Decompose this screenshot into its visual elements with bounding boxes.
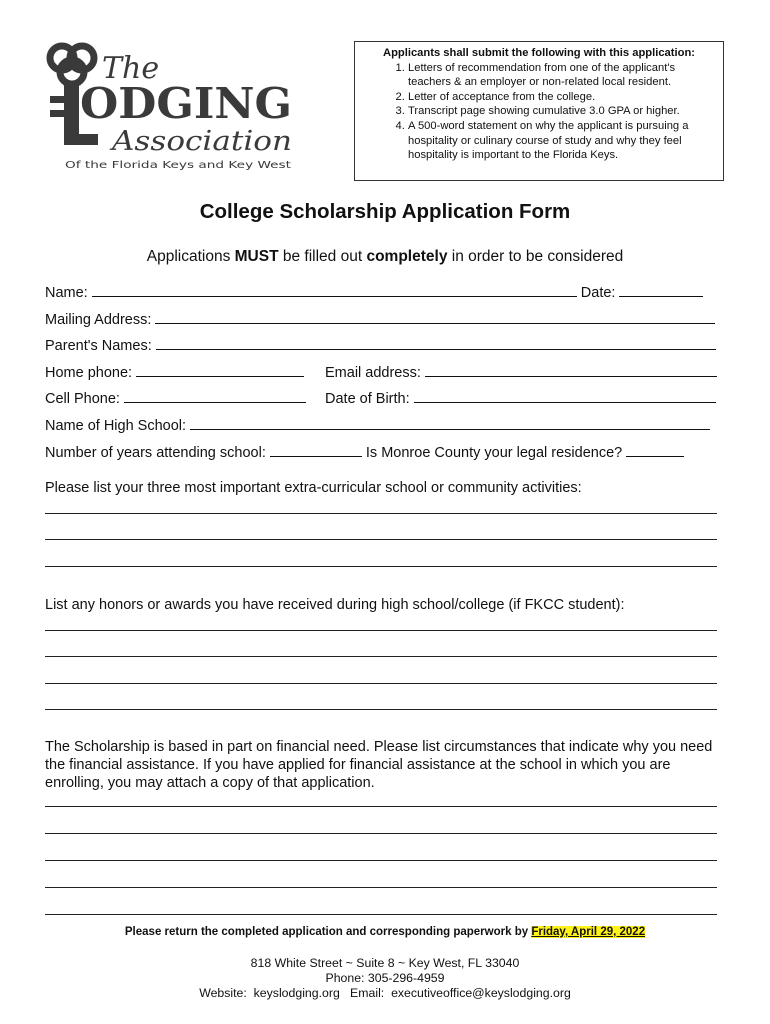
parents-names-row	[45, 337, 716, 354]
years-row	[45, 444, 684, 461]
home-phone-label: Home phone:	[45, 365, 133, 381]
parents-names-label: Parent's Names:	[45, 338, 152, 354]
form-title: College Scholarship Application Form	[199, 200, 571, 223]
monroe-label: Is Monroe County your legal residence?	[365, 445, 623, 461]
mailing-address-row	[45, 311, 715, 328]
financial-line[interactable]	[45, 833, 717, 834]
activities-line[interactable]	[45, 539, 717, 540]
logo-the-text: The	[102, 51, 160, 86]
requirement-item: 3. Transcript page showing cumulative 3.0 GPA or higher.	[408, 104, 715, 119]
requirements-list	[363, 61, 715, 163]
financial-line[interactable]	[45, 806, 717, 807]
mailing-address-label: Mailing Address:	[45, 312, 152, 328]
return-instructions: Please return the completed application and corresponding paperwork by Friday, April 29, 2022	[124, 926, 646, 938]
requirement-item: 1. Letters of recommendation from one of the applicant's teachers & an employer or non-related local resident.	[408, 61, 715, 90]
cell-phone-row	[45, 390, 306, 407]
lodging-association-logo	[40, 38, 302, 178]
deadline-highlight: Friday, April 29, 2022	[531, 926, 646, 938]
monroe-field[interactable]	[626, 444, 684, 457]
dob-field[interactable]	[414, 390, 716, 403]
requirements-box	[354, 41, 724, 181]
cell-phone-label: Cell Phone:	[45, 391, 120, 407]
dob-label: Date of Birth:	[325, 391, 410, 407]
logo-odging-text: ODGING	[80, 79, 292, 128]
dob-row	[325, 390, 716, 407]
home-phone-field[interactable]	[136, 364, 304, 377]
key-logo-icon	[40, 38, 302, 178]
honors-line[interactable]	[45, 656, 717, 657]
financial-line[interactable]	[45, 887, 717, 888]
phone-line: Phone: 305-296-4959	[325, 971, 445, 985]
high-school-row	[45, 417, 710, 434]
email-field[interactable]	[425, 364, 717, 377]
financial-prompt: The Scholarship is based in part on financial need. Please list circumstances that indicate why you need the financial assistance. If you have applied for financial assistance at the school in which you are enrolling, you may attach a copy of that application.	[45, 739, 713, 791]
honors-prompt: List any honors or awards you have received during high school/college (if FKCC student):	[45, 597, 625, 613]
email-row	[325, 364, 717, 381]
honors-line[interactable]	[45, 683, 717, 684]
cell-phone-field[interactable]	[124, 390, 306, 403]
honors-line[interactable]	[45, 709, 717, 710]
web-email-line: Website: keyslodging.org Email: executiveoffice@keyslodging.org	[199, 986, 571, 1000]
high-school-label: Name of High School:	[45, 418, 187, 434]
logo-association-text: Association	[108, 126, 292, 157]
activities-line[interactable]	[45, 513, 717, 514]
date-field[interactable]	[619, 284, 703, 297]
name-label: Name:	[45, 285, 88, 301]
activities-prompt: Please list your three most important extra-curricular school or community activities:	[45, 480, 582, 496]
name-field[interactable]	[92, 284, 577, 297]
years-label: Number of years attending school:	[45, 445, 266, 461]
website-link[interactable]: keyslodging.org	[253, 986, 340, 1000]
email-link[interactable]: executiveoffice@keyslodging.org	[391, 986, 571, 1000]
high-school-field[interactable]	[190, 417, 710, 430]
date-label: Date:	[580, 285, 616, 301]
requirement-item: 2. Letter of acceptance from the college.	[408, 90, 715, 105]
name-row	[45, 284, 703, 301]
completion-notice: Applications MUST be filled out completely in order to be considered	[146, 248, 624, 265]
activities-line[interactable]	[45, 566, 717, 567]
requirement-item: 4. A 500-word statement on why the applicant is pursuing a hospitality or culinary course of study and why they feel hospitality is important to the Florida Keys.	[408, 119, 715, 163]
logo-tagline-text: Of the Florida Keys and Key West	[65, 160, 292, 171]
email-label: Email address:	[325, 365, 421, 381]
requirements-heading: Applicants shall submit the following with this application:	[382, 47, 695, 59]
home-phone-row	[45, 364, 304, 381]
financial-line[interactable]	[45, 914, 717, 915]
mailing-address-field[interactable]	[155, 311, 715, 324]
honors-line[interactable]	[45, 630, 717, 631]
years-field[interactable]	[270, 444, 362, 457]
parents-names-field[interactable]	[156, 337, 716, 350]
address-line: 818 White Street ~ Suite 8 ~ Key West, FL 33040	[250, 956, 520, 970]
financial-line[interactable]	[45, 860, 717, 861]
